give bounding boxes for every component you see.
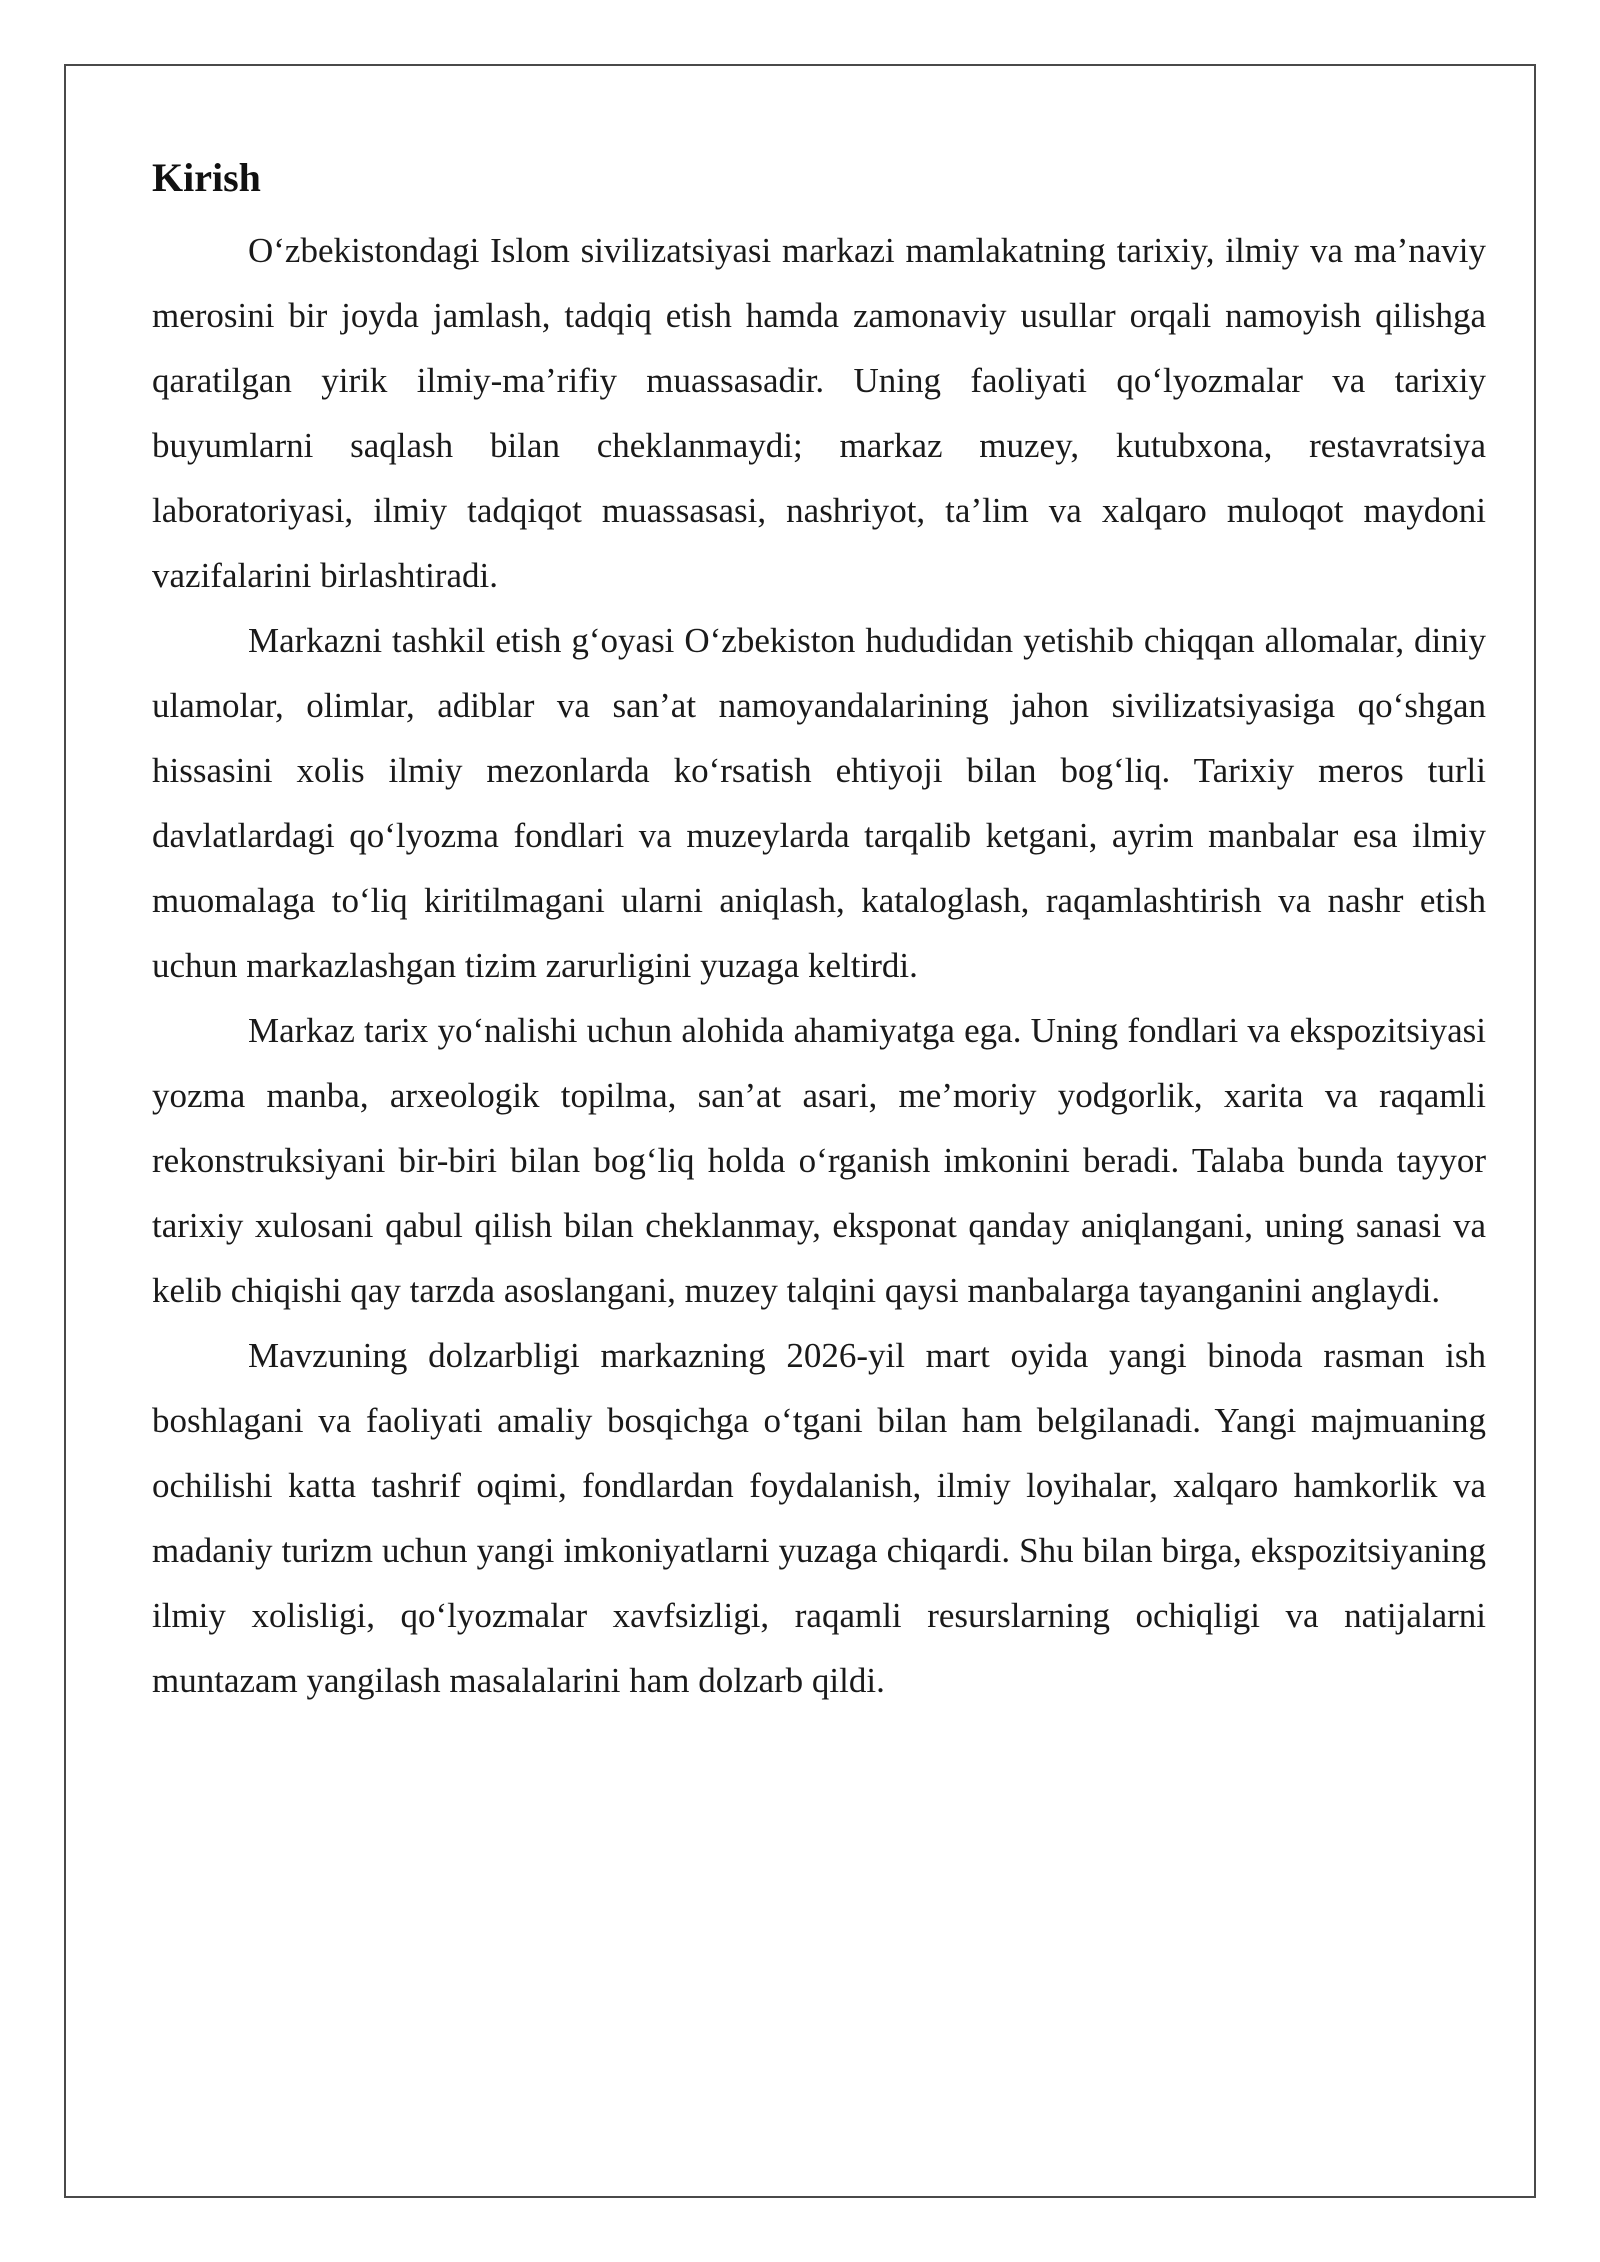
section-heading: Kirish — [152, 155, 261, 200]
paragraph-2: Markazni tashkil etish g‘oyasi O‘zbekiston hududidan yetishib chiqqan allomalar, diniy ulamolar, olimlar, adiblar va san’at namoyandalarining jahon sivilizatsiyasiga qo‘shgan hissasini xolis ilmiy mezonlarda ko‘rsatish ehtiyoji bilan bog‘liq. Tarixiy meros turli davlatlardagi qo‘lyozma fondlari va muzeylarda tarqalib ketgani, ayrim manbalar esa ilmiy muomalaga to‘liq kiritilmagani ularni aniqlash, kataloglash, raqamlashtirish va nashr etish uchun markazlashgan tizim zarurligini yuzaga keltirdi. — [152, 621, 1486, 985]
document-body — [152, 150, 1486, 1713]
paragraph-4: Mavzuning dolzarbligi markazning 2026-yil mart oyida yangi binoda rasman ish boshlagani va faoliyati amaliy bosqichga o‘tgani bilan ham belgilanadi. Yangi majmuaning ochilishi katta tashrif oqimi, fondlardan foydalanish, ilmiy loyihalar, xalqaro hamkorlik va madaniy turizm uchun yangi imkoniyatlarni yuzaga chiqardi. Shu bilan birga, ekspozitsiyaning ilmiy xolisligi, qo‘lyozmalar xavfsizligi, raqamli resurslarning ochiqligi va natijalarni muntazam yangilash masalalarini ham dolzarb qildi. — [152, 1336, 1486, 1700]
paragraph-1: O‘zbekistondagi Islom sivilizatsiyasi markazi mamlakatning tarixiy, ilmiy va ma’naviy merosini bir joyda jamlash, tadqiq etish hamda zamonaviy usullar orqali namoyish qilishga qaratilgan yirik ilmiy-ma’rifiy muassasadir. Uning faoliyati qo‘lyozmalar va tarixiy buyumlarni saqlash bilan cheklanmaydi; markaz muzey, kutubxona, restavratsiya laboratoriyasi, ilmiy tadqiqot muassasasi, nashriyot, ta’lim va xalqaro muloqot maydoni vazifalarini birlashtiradi. — [152, 231, 1486, 595]
paragraph-3: Markaz tarix yo‘nalishi uchun alohida ahamiyatga ega. Uning fondlari va ekspozitsiyasi yozma manba, arxeologik topilma, san’at asari, me’moriy yodgorlik, xarita va raqamli rekonstruksiyani bir-biri bilan bog‘liq holda o‘rganish imkonini beradi. Talaba bunda tayyor tarixiy xulosani qabul qilish bilan cheklanmay, eksponat qanday aniqlangani, uning sanasi va kelib chiqishi qay tarzda asoslangani, muzey talqini qaysi manbalarga tayanganini anglaydi. — [152, 1011, 1486, 1310]
